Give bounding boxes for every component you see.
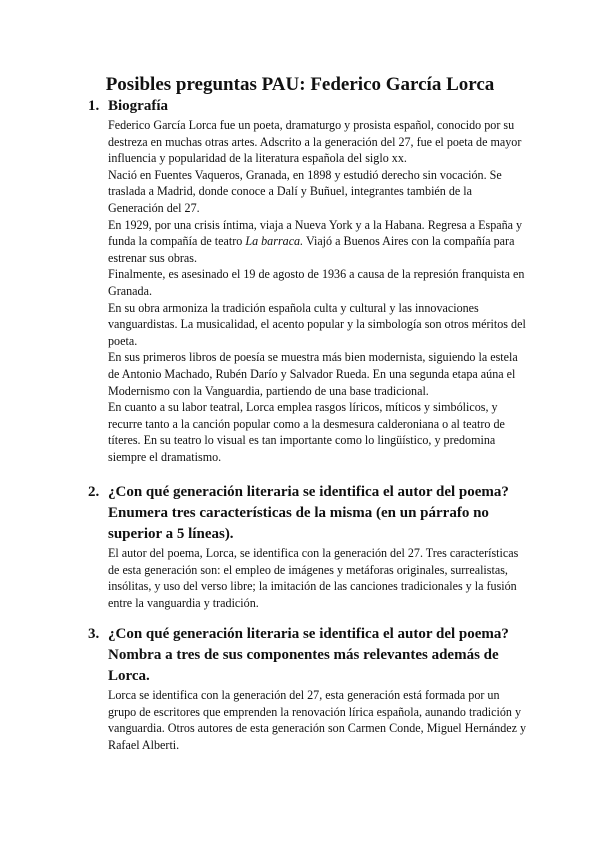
paragraph-text: En 1929, por una crisis íntima, viaja a Nueva York y a la Habana. Regresa a España y funda la compañía de teatro — [108, 217, 523, 249]
section-heading-text: Biografía — [108, 98, 168, 114]
paragraph — [108, 349, 528, 399]
paragraph-text: Nació en Fuentes Vaqueros, Granada, en 1898 y estudió derecho sin vocación. Se traslada a Madrid, donde conoce a Dalí y Buñuel, integrantes también de la Generación del 27. — [108, 167, 502, 215]
paragraph-text: En su obra armoniza la tradición española culta y cultural y las innovaciones vanguardistas. La musicalidad, el acento popular y la simbología son otros méritos del poeta. — [108, 300, 526, 348]
section-heading-text: ¿Con qué generación literaria se identifica el autor del poema? Nombra a tres de sus componentes más relevantes además de Lorca. — [108, 626, 509, 684]
paragraph-text: Viajó a Buenos Aires con la compañía para estrenar sus obras. — [108, 234, 515, 265]
paragraph — [108, 687, 528, 753]
section-heading-text: ¿Con qué generación literaria se identifica el autor del poema? Enumera tres características de la misma (en un párrafo no superior a 5 líneas). — [108, 484, 509, 542]
section-biografia — [88, 96, 528, 465]
section-heading — [88, 96, 528, 117]
paragraph — [108, 167, 528, 217]
paragraph-text: El autor del poema, Lorca, se identifica con la generación del 27. Tres características de esta generación son: el empleo de imágenes y metáforas originales, surrealistas, insólitas, y uso del verso libre; la imitación de las canciones tradicionales y la fusión entre la vanguardia y tradición. — [108, 546, 519, 610]
section-body — [88, 545, 528, 611]
paragraph-text: Federico García Lorca fue un poeta, dramaturgo y prosista español, conocido por su destreza en muchas otras artes. Adscrito a la generación del 27, fue el poeta de mayor influencia y popularidad de la literatura española del siglo xx. — [108, 118, 522, 166]
paragraph — [108, 545, 528, 611]
paragraph — [108, 399, 528, 465]
paragraph — [108, 300, 528, 350]
section-heading — [88, 624, 528, 687]
section-question-2 — [88, 482, 528, 611]
section-number: 1. — [88, 98, 100, 114]
paragraph — [108, 217, 528, 267]
section-question-3 — [88, 624, 528, 753]
paragraph-text: En cuanto a su labor teatral, Lorca emplea rasgos líricos, míticos y simbólicos, y recurre tanto a la canción popular como a la desmesura calderoniana o al teatro de títeres. En su teatro lo visual es tan importante como lo lingüístico, y predomina siempre el dramatismo. — [108, 400, 505, 464]
paragraph — [108, 266, 528, 299]
section-number: 2. — [88, 484, 100, 500]
document-title: Posibles preguntas PAU: Federico García Lorca — [105, 74, 495, 95]
section-body — [88, 117, 528, 465]
section-heading — [88, 482, 528, 545]
paragraph-text: En sus primeros libros de poesía se muestra más bien modernista, siguiendo la estela de Antonio Machado, Rubén Darío y Salvador Rueda. En una segunda etapa aúna el Modernismo con la Vanguardia, partiendo de una base tradicional. — [108, 350, 518, 398]
section-body — [88, 687, 528, 753]
section-number: 3. — [88, 626, 100, 642]
paragraph-text: Lorca se identifica con la generación del 27, esta generación está formada por un grupo de escritores que emprenden la renovación lírica española, aunando tradición y vanguardia. Otros autores de esta generación son Carmen Conde, Miguel Hernández y Rafael Alberti. — [108, 688, 527, 752]
paragraph-text: Finalmente, es asesinado el 19 de agosto de 1936 a causa de la represión franquista en Granada. — [108, 267, 525, 298]
paragraph — [108, 117, 528, 167]
theater-company-name: La barraca. — [245, 234, 304, 249]
